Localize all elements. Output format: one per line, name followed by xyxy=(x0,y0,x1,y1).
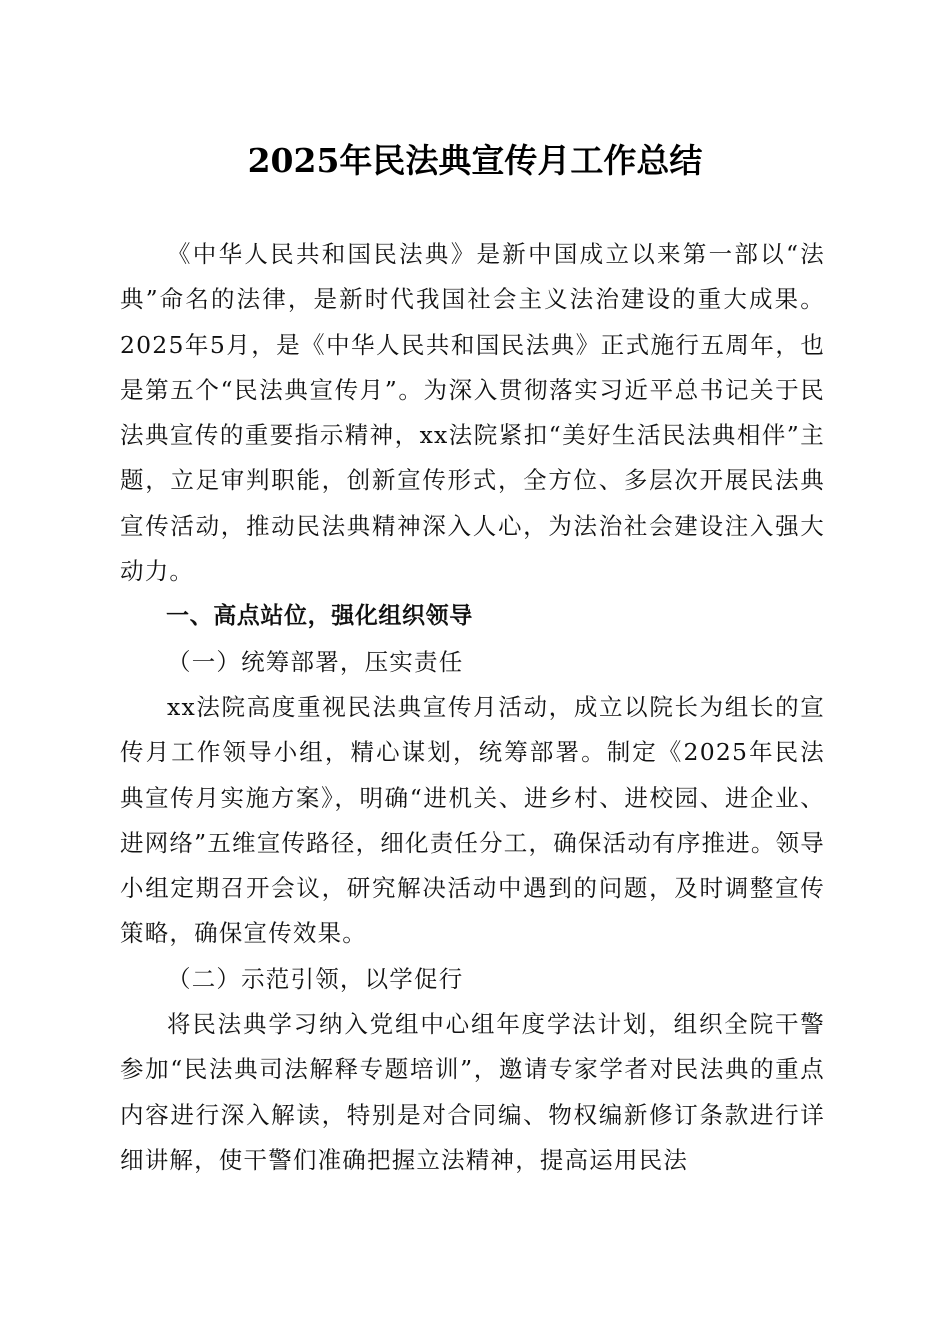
subsection-paragraph-1: xx法院高度重视民法典宣传月活动，成立以院长为组长的宣传月工作领导小组，精心谋划，统筹部署。制定《2025年民法典宣传月实施方案》，明确“进机关、进乡村、进校园、进企业、进网络”五维宣传路径，细化责任分工，确保活动有序推进。领导小组定期召开会议，研究解决活动中遇到的问题，及时调整宣传策略，确保宣传效果。 xyxy=(120,692,825,948)
subsection-heading-2: （二）示范引领，以学促行 xyxy=(167,964,464,993)
subsection-heading-1: （一）统筹部署，压实责任 xyxy=(167,647,464,676)
intro-paragraph: 《中华人民共和国民法典》是新中国成立以来第一部以“法典”命名的法律，是新时代我国社会主义法治建设的重大成果。2025年5月，是《中华人民共和国民法典》正式施行五周年，也是第五个“民法典宣传月”。为深入贯彻落实习近平总书记关于民法典宣传的重要指示精神，xx法院紧扣“美好生活民法典相伴”主题，立足审判职能，创新宣传形式，全方位、多层次开展民法典宣传活动，推动民法典精神深入人心，为法治社会建设注入强大动力。 xyxy=(120,240,825,586)
document-title: 2025年民法典宣传月工作总结 xyxy=(247,141,703,180)
subsection-paragraph-2: 将民法典学习纳入党组中心组年度学法计划，组织全院干警参加“民法典司法解释专题培训”，邀请专家学者对民法典的重点内容进行深入解读，特别是对合同编、物权编新修订条款进行详细讲解，使干警们准确把握立法精神，提高运用民法 xyxy=(120,1010,825,1174)
document-body xyxy=(120,232,825,1183)
section-heading-1: 一、高点站位，强化组织领导 xyxy=(166,603,473,630)
